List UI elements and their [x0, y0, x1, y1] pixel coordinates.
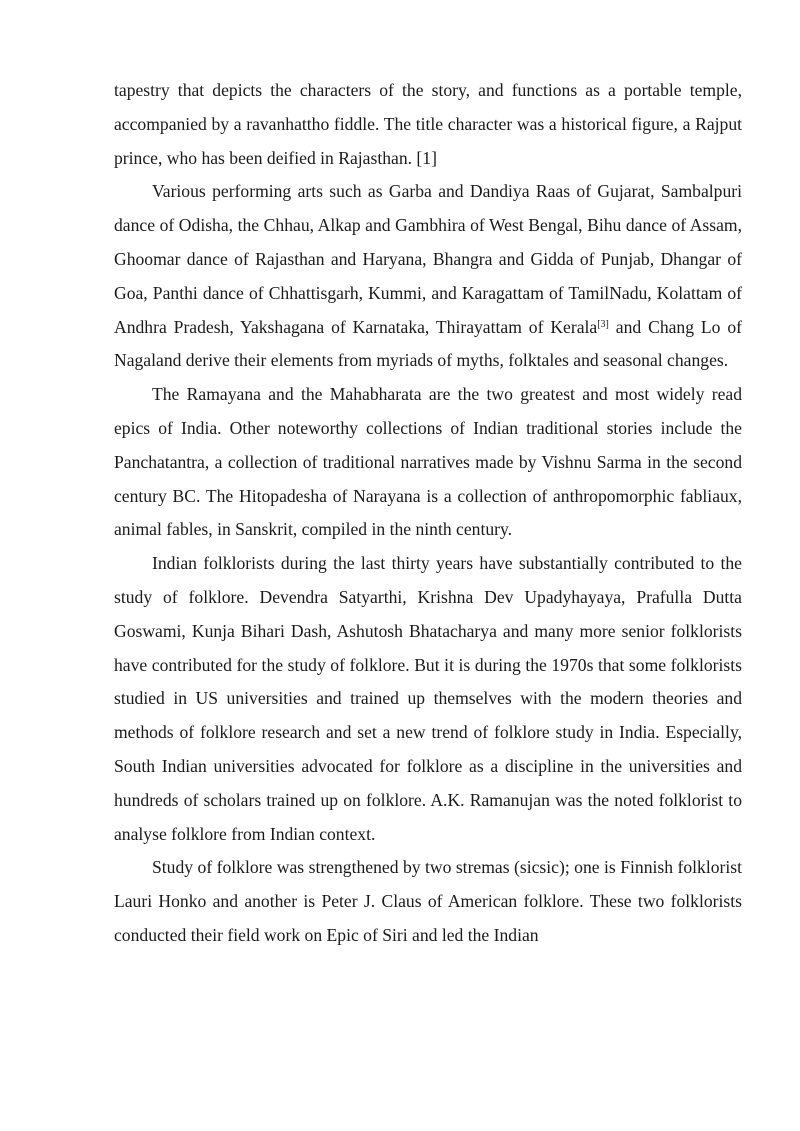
paragraph-5 [114, 851, 742, 952]
paragraph-1 [114, 74, 742, 175]
paragraph-1-text: tapestry that depicts the characters of the story, and functions as a portable temple, accompanied by a ravanhattho fiddle. The title character was a historical figure, a Rajput prince, who has been deified in Rajasthan. [1] [114, 80, 742, 168]
paragraph-4 [114, 547, 742, 851]
paragraph-2-text-before: Various performing arts such as Garba and Dandiya Raas of Gujarat, Sambalpuri dance of Odisha, the Chhau, Alkap and Gambhira of West Bengal, Bihu dance of Assam, Ghoomar dance of Rajasthan and Haryana, Bhangra and Gidda of Punjab, Dhangar of Goa, Panthi dance of Chhattisgarh, Kummi, and Karagattam of TamilNadu, Kolattam of Andhra Pradesh, Yakshagana of Karnataka, Thirayattam of Kerala [114, 181, 742, 337]
paragraph-3 [114, 378, 742, 547]
body-text [114, 74, 742, 953]
paragraph-3-text: The Ramayana and the Mahabharata are the two greatest and most widely read epics of India. Other noteworthy collections of Indian traditional stories include the Panchatantra, a collection of traditional narratives made by Vishnu Sarma in the second century BC. The Hitopadesha of Narayana is a collection of anthropomorphic fabliaux, animal fables, in Sanskrit, compiled in the ninth century. [114, 384, 742, 540]
footnote-reference: [3] [597, 318, 609, 330]
paragraph-5-text: Study of folklore was strengthened by two stremas (sicsic); one is Finnish folklorist Lauri Honko and another is Peter J. Claus of American folklore. These two folklorists conducted their field work on Epic of Siri and led the Indian [114, 857, 742, 945]
paragraph-4-text: Indian folklorists during the last thirty years have substantially contributed to the study of folklore. Devendra Satyarthi, Krishna Dev Upadyhayaya, Prafulla Dutta Goswami, Kunja Bihari Dash, Ashutosh Bhatacharya and many more senior folklorists have contributed for the study of folklore. But it is during the 1970s that some folklorists studied in US universities and trained up themselves with the modern theories and methods of folklore research and set a new trend of folklore study in India. Especially, South Indian universities advocated for folklore as a discipline in the universities and hundreds of scholars trained up on folklore. A.K. Ramanujan was the noted folklorist to analyse folklore from Indian context. [114, 553, 742, 844]
paragraph-2-text-after: and Chang Lo of Nagaland derive their elements from myriads of myths, folktales and seasonal changes. [114, 316, 742, 371]
paragraph-2 [114, 175, 742, 378]
